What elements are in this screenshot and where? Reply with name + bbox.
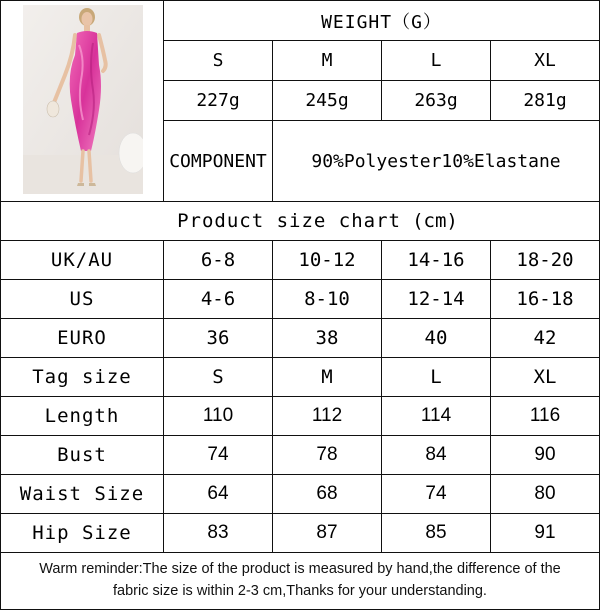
size-row-value: 85 (425, 522, 447, 543)
size-row-label: US (69, 288, 95, 310)
size-row-value: 6-8 (200, 249, 236, 271)
size-row-value: 87 (316, 522, 338, 543)
size-row-value: 18-20 (516, 249, 574, 271)
warm-reminder-line-2: fabric size is within 2-3 cm,Thanks for your understanding. (113, 583, 487, 599)
size-row-value: 74 (425, 483, 447, 504)
model-photo-icon (23, 5, 143, 194)
size-row-label: Tag size (32, 366, 132, 388)
warm-reminder-line-1: Warm reminder:The size of the product is measured by hand,the difference of the (39, 561, 561, 577)
size-row-label: Length (44, 405, 120, 427)
size-row-label: EURO (57, 327, 107, 349)
size-row-value: 91 (534, 522, 556, 543)
size-chart-unit: (cm) (412, 210, 458, 232)
component-value: 90%Polyester10%Elastane (311, 150, 561, 172)
size-row-value: 42 (533, 327, 557, 349)
size-row-value: 110 (202, 405, 234, 426)
size-row-value: 10-12 (298, 249, 356, 271)
size-row-value: 116 (529, 405, 561, 426)
size-row-value: 74 (207, 444, 229, 465)
size-chart-title (1, 202, 401, 240)
weight-size-s: S (212, 50, 224, 71)
weight-size-xl: XL (534, 50, 556, 71)
size-row-label: Bust (57, 444, 107, 466)
size-row-value: 90 (534, 444, 556, 465)
size-row-value: XL (533, 366, 557, 388)
size-row-value: 12-14 (407, 288, 465, 310)
size-row-value: 64 (207, 483, 229, 504)
size-row-value: 80 (534, 483, 556, 504)
size-row-value: 78 (316, 444, 338, 465)
size-row-label: Hip Size (32, 522, 132, 544)
size-row-value: 8-10 (304, 288, 350, 310)
size-row-label: UK/AU (50, 249, 114, 271)
component-label: COMPONENT (169, 150, 267, 172)
weight-size-m: M (321, 50, 333, 71)
size-row-value: 114 (420, 405, 452, 426)
size-row-value: 36 (206, 327, 230, 349)
size-row-label: Waist Size (19, 483, 145, 505)
size-row-value: 40 (424, 327, 448, 349)
weight-value-m: 245g (305, 90, 349, 111)
size-row-value: S (212, 366, 224, 388)
weight-title: WEIGHT（G） (321, 11, 442, 33)
warm-reminder (2, 552, 598, 608)
weight-value-s: 227g (196, 90, 240, 111)
weight-size-l: L (430, 50, 442, 71)
size-row-value: 4-6 (200, 288, 236, 310)
product-photo (23, 5, 143, 194)
size-row-value: 38 (315, 327, 339, 349)
size-row-value: 112 (311, 405, 343, 426)
size-row-value: 84 (425, 444, 447, 465)
size-row-value: L (430, 366, 442, 388)
size-row-value: 68 (316, 483, 338, 504)
weight-value-l: 263g (414, 90, 458, 111)
weight-value-xl: 281g (523, 90, 567, 111)
size-row-value: 83 (207, 522, 229, 543)
size-row-value: 16-18 (516, 288, 574, 310)
size-row-value: M (321, 366, 333, 388)
size-row-value: 14-16 (407, 249, 465, 271)
size-chart-title-text: Product size chart (177, 210, 401, 232)
